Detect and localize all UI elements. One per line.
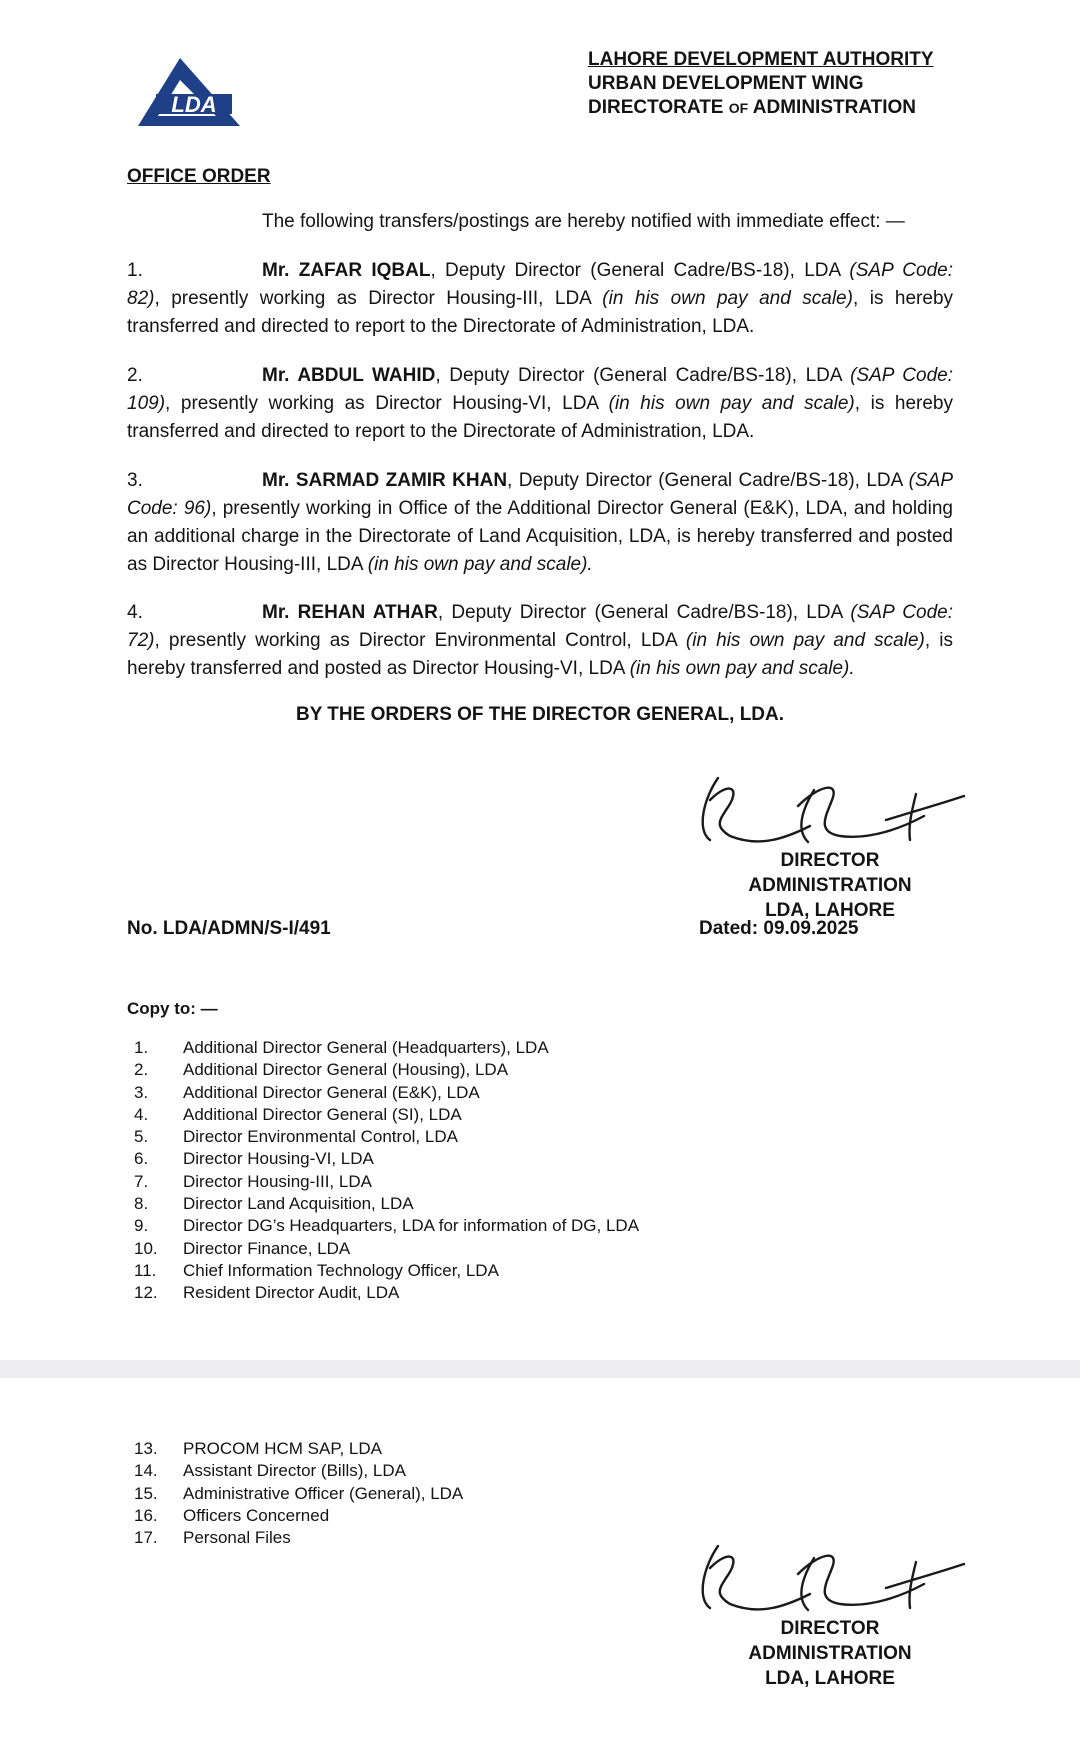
list-item: 2. Additional Director General (Housing), LDA (134, 1060, 509, 1080)
reference-number: No. LDA/ADMN/S-I/491 (127, 918, 331, 939)
document-page-2 (0, 1378, 1080, 1741)
copy-to-label: Copy to: — (127, 999, 218, 1018)
list-item: 12. Resident Director Audit, LDA (134, 1283, 400, 1303)
list-item: 11. Chief Information Technology Officer, LDA (134, 1260, 499, 1280)
list-item: 17. Personal Files (134, 1528, 291, 1548)
copy-list-continued (134, 1438, 463, 1549)
list-item: 4. Additional Director General (SI), LDA (134, 1104, 462, 1124)
signatory-place: LDA, LAHORE (765, 1668, 895, 1689)
list-item: 1. Additional Director General (Headquarters), LDA (134, 1038, 549, 1057)
logo-text: LDA (171, 92, 217, 117)
list-item: 15. Administrative Officer (General), LDA (134, 1483, 464, 1503)
list-item: 10. Director Finance, LDA (134, 1238, 351, 1258)
list-item: 8. Director Land Acquisition, LDA (134, 1194, 414, 1214)
org-name: LAHORE DEVELOPMENT AUTHORITY (588, 49, 934, 70)
page-separator (0, 1360, 1080, 1378)
list-item: 3. Additional Director General (E&K), LDA (134, 1082, 480, 1102)
signatory-place: LDA, LAHORE (765, 900, 895, 921)
order-paragraph: 4. Mr. REHAN ATHAR, Deputy Director (General Cadre/BS-18), LDA (SAP Code: 72), presently working as Director Environmental Control, LDA (in his own pay and scale), is hereby transferred and posted as Director Housing-VI, LDA (in his own pay and scale). (127, 602, 953, 679)
lda-logo (128, 50, 248, 130)
list-item: 6. Director Housing-VI, LDA (134, 1149, 374, 1169)
document-title: OFFICE ORDER (127, 166, 271, 187)
directorate-name: DIRECTORATE OF ADMINISTRATION (588, 97, 917, 118)
orders-line: BY THE ORDERS OF THE DIRECTOR GENERAL, LDA. (295, 704, 785, 725)
signatory-title: DIRECTOR ADMINISTRATION (748, 1618, 912, 1664)
order-paragraph: 1. Mr. ZAFAR IQBAL, Deputy Director (General Cadre/BS-18), LDA (SAP Code: 82), presently working as Director Housing-III, LDA (in his own pay and scale), is hereby transferred and directed to report to the Directorate of Administration, LDA. (127, 260, 954, 337)
list-item: 5. Director Environmental Control, LDA (134, 1127, 458, 1147)
signature (690, 770, 970, 860)
wing-name: URBAN DEVELOPMENT WING (588, 73, 864, 94)
signature (690, 1538, 970, 1628)
list-item: 7. Director Housing-III, LDA (134, 1171, 372, 1191)
list-item: 16. Officers Concerned (134, 1505, 330, 1525)
order-paragraph: 2. Mr. ABDUL WAHID, Deputy Director (General Cadre/BS-18), LDA (SAP Code: 109), presently working as Director Housing-VI, LDA (in his own pay and scale), is hereby transferred and directed to report to the Directorate of Administration, LDA. (127, 365, 954, 442)
letterhead (588, 48, 934, 120)
copy-list (134, 1037, 639, 1305)
order-paragraph: 3. Mr. SARMAD ZAMIR KHAN, Deputy Director (General Cadre/BS-18), LDA (SAP Code: 96), presently working in Office of the Additional Director General (E&K), LDA, and holding an additional charge in the Directorate of Land Acquisition, LDA, is hereby transferred and posted as Director Housing-III, LDA (in his own pay and scale). (127, 470, 953, 575)
intro-text: The following transfers/postings are hereby notified with immediate effect: — (262, 211, 905, 232)
signatory-block (700, 1616, 960, 1691)
list-item: 14. Assistant Director (Bills), LDA (134, 1461, 406, 1481)
document-date: Dated: 09.09.2025 (699, 918, 859, 939)
list-item: 9. Director DG’s Headquarters, LDA for information of DG, LDA (134, 1216, 640, 1236)
signatory-block (700, 848, 960, 923)
list-item: 13. PROCOM HCM SAP, LDA (134, 1439, 383, 1458)
signatory-title: DIRECTOR ADMINISTRATION (748, 850, 912, 896)
